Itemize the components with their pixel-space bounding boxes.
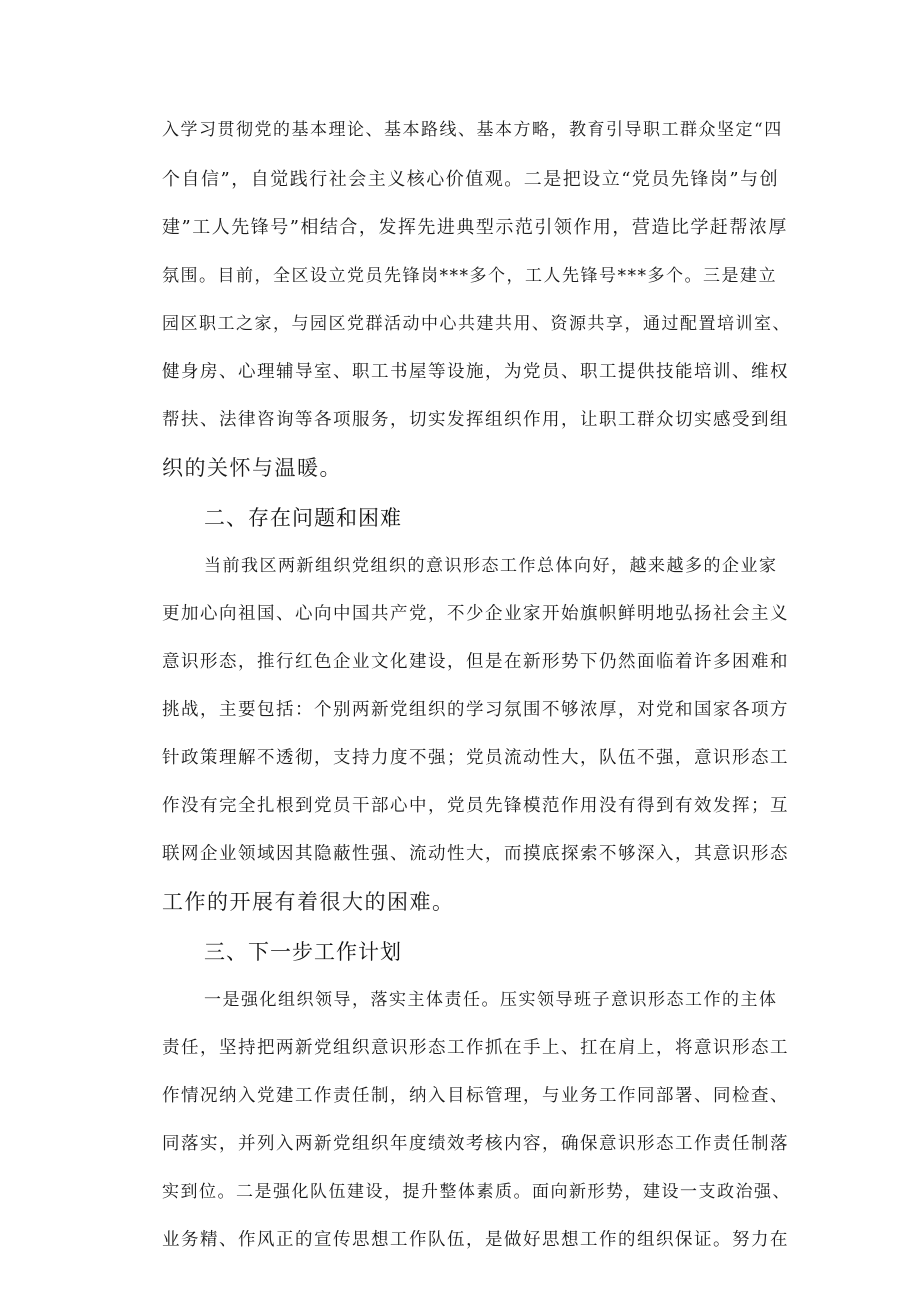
paragraph-line: 作情况纳入党建工作责任制，纳入目标管理，与业务工作同部署、同检查、 <box>162 1086 789 1106</box>
paragraph-line: 健身房、心理辅导室、职工书屋等设施，为党员、职工提供技能培训、维权 <box>162 362 789 382</box>
paragraph-line: 入学习贯彻党的基本理论、基本路线、基本方略，教育引导职工群众坚定“四 <box>162 120 783 140</box>
paragraph-line: 作没有完全扎根到党员干部心中，党员先锋模范作用没有得到有效发挥；互 <box>162 796 789 816</box>
paragraph-line: 园区职工之家，与园区党群活动中心共建共用、资源共享，通过配置培训室、 <box>162 314 791 334</box>
paragraph-line: 更加心向祖国、心向中国共产党，不少企业家开始旗帜鲜明地弘扬社会主义 <box>162 604 789 624</box>
paragraph-line: 一是强化组织领导，落实主体责任。压实领导班子意识形态工作的主体 <box>204 990 778 1010</box>
paragraph-line: 责任，坚持把两新党组织意识形态工作抓在手上、扛在肩上，将意识形态工 <box>162 1038 789 1058</box>
section-heading-next-plan: 三、下一步工作计划 <box>204 940 402 964</box>
paragraph-line: 针政策理解不透彻，支持力度不强；党员流动性大，队伍不强，意识形态工 <box>162 748 789 768</box>
paragraph-line: 当前我区两新组织党组织的意识形态工作总体向好，越来越多的企业家 <box>204 556 778 576</box>
paragraph-line: 联网企业领域因其隐蔽性强、流动性大，而摸底探索不够深入，其意识形态 <box>162 844 789 864</box>
paragraph-line: 业务精、作风正的宣传思想工作队伍，是做好思想工作的组织保证。努力在 <box>162 1230 789 1250</box>
paragraph-line: 帮扶、法律咨询等各项服务，切实发挥组织作用，让职工群众切实感受到组 <box>162 410 789 430</box>
paragraph-line: 意识形态，推行红色企业文化建设，但是在新形势下仍然面临着许多困难和 <box>162 652 789 672</box>
paragraph-line: 建”工人先锋号”相结合，发挥先进典型示范引领作用，营造比学赶帮浓厚 <box>162 217 788 238</box>
paragraph-line: 同落实，并列入两新党组织年度绩效考核内容，确保意识形态工作责任制落 <box>162 1134 789 1154</box>
paragraph-line: 氛围。目前，全区设立党员先锋岗***多个，工人先锋号***多个。三是建立 <box>162 266 777 286</box>
paragraph-line: 工作的开展有着很大的困难。 <box>162 890 455 914</box>
paragraph-line: 织的关怀与温暖。 <box>162 456 342 480</box>
paragraph-line: 个自信”，自觉践行社会主义核心价值观。二是把设立“党员先锋岗”与创 <box>162 169 780 190</box>
section-heading-problems: 二、存在问题和困难 <box>204 506 402 530</box>
paragraph-line: 挑战，主要包括：个别两新党组织的学习氛围不够浓厚，对党和国家各项方 <box>162 700 789 720</box>
paragraph-line: 实到位。二是强化队伍建设，提升整体素质。面向新形势，建设一支政治强、 <box>162 1182 791 1202</box>
